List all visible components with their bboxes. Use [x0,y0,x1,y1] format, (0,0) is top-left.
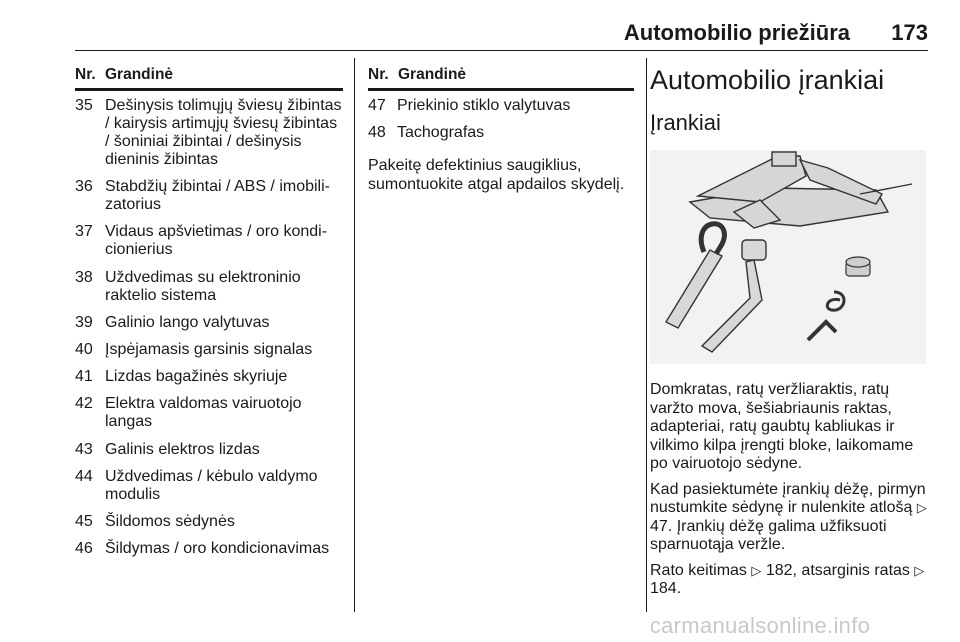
watermark: carmanualsonline.info [649,613,871,638]
table-header [368,66,634,91]
fuse-circuit: Uždvedimas / kėbulo valdymo modulis [105,467,318,503]
fuse-circuit: Galinis elektros lizdas [105,440,260,458]
subsection-heading: Įrankiai [650,110,721,135]
fuse-number: 45 [75,512,93,530]
fuse-circuit: Galinio lango valytuvas [105,313,270,331]
fuse-number: 47 [368,97,386,114]
fuse-circuit: Stabdžių žibintai / ABS / imobilizatorius [105,178,330,214]
adapter-icon [846,257,870,276]
page-ref-link[interactable]: 184 [650,580,677,597]
fuse-row [75,223,343,259]
fuse-circuit: Elektra valdomas vairuotojo langas [105,395,302,431]
header-nr: Nr. [75,66,96,83]
column-divider [354,58,355,612]
column-divider [646,58,647,612]
fuse-table-right [368,66,634,194]
fuse-circuit: Įspėjamasis garsinis signalas [105,340,313,358]
toolbox-instructions [650,481,932,555]
text-fragment: . [676,580,682,597]
reference-triangle-icon: ▷ [916,500,927,515]
fuse-circuit: Uždvedimas su elektroninio raktelio sistema [105,268,301,304]
fuse-row [368,97,634,115]
fuse-row [75,97,343,169]
fuse-number: 36 [75,178,93,196]
fuse-rows [368,97,634,142]
fuse-circuit: Priekinio stiklo valytuvas [397,97,571,114]
fuse-row [75,368,343,386]
fuse-row [75,513,343,531]
header-nr: Nr. [368,66,389,83]
fuse-number: 46 [75,540,93,558]
fuse-circuit: Lizdas bagažinės skyriuje [105,368,288,386]
reference-triangle-icon: ▷ [751,562,762,578]
fuse-note: Pakeitę defektinius saugiklius, sumontuokite atgal apdailos skydelį. [368,157,625,193]
text-fragment: , atsarginis ratas [792,561,915,579]
fuse-row [75,269,343,305]
reference-triangle-icon: ▷ [914,562,925,578]
vehicle-tools-illustration [650,150,926,364]
fuse-number: 44 [75,467,93,485]
fuse-rows [75,97,343,558]
fuse-circuit: Dešinysis tolimųjų šviesų žibintas / kairysis artimųjų šviesų žibintas / šoniniai žibintai / dešinysis dieninis žibintas [105,97,342,168]
fuse-circuit: Šildomos sėdynės [105,512,235,530]
running-header-title: Automobilio priežiūra [623,20,850,45]
fuse-number: 41 [75,368,93,386]
text-fragment: Rato keitimas [650,561,752,579]
header-rule [75,50,928,51]
fuse-row [75,441,343,459]
fuse-number: 39 [75,313,93,331]
fuse-row [75,341,343,359]
fuse-row [75,395,343,431]
text-fragment: Kad pasiektumėte įrankių dėžę, pirmyn nustumkite sėdynę ir nulenkite atlošą [650,480,926,516]
fuse-row [75,178,343,214]
fuse-table-left [75,66,343,558]
header-circuit: Grandinė [398,66,467,83]
fuse-row [75,314,343,332]
fuse-number: 40 [75,340,93,358]
fuse-row [75,468,343,504]
tools-section [650,62,932,599]
fuse-circuit: Šildymas / oro kondicionavimas [105,540,330,558]
fuse-number: 43 [75,440,93,458]
fuse-number: 37 [75,223,93,241]
fuse-row [368,124,634,142]
page-ref-link[interactable]: 47 [650,517,668,535]
tools-caption: Domkratas, ratų veržliaraktis, ratų varžto mova, šešiabriaunis raktas, adapteriai, ratų gaubtų kabliukas ir vilkimo kilpa įrengti bloke, laikomame po vairuotojo sėdyne. [650,381,914,472]
fuse-circuit: Tachografas [397,124,485,141]
cross-references [650,562,932,599]
page-ref-link[interactable]: 182 [765,561,793,579]
fuse-number: 35 [75,97,93,114]
fuse-circuit: Vidaus apšvietimas / oro kondicionierius [105,223,328,259]
fuse-number: 42 [75,395,93,413]
table-header [75,66,343,91]
section-heading: Automobilio įrankiai [650,65,885,95]
fuse-number: 38 [75,268,93,286]
header-circuit: Grandinė [105,66,174,83]
text-fragment: . Įrankių dėžę galima užfiksuoti sparnuotąja veržle. [650,517,887,553]
fuse-row [75,540,343,558]
page-number: 173 [891,20,928,45]
fuse-number: 48 [368,124,386,141]
